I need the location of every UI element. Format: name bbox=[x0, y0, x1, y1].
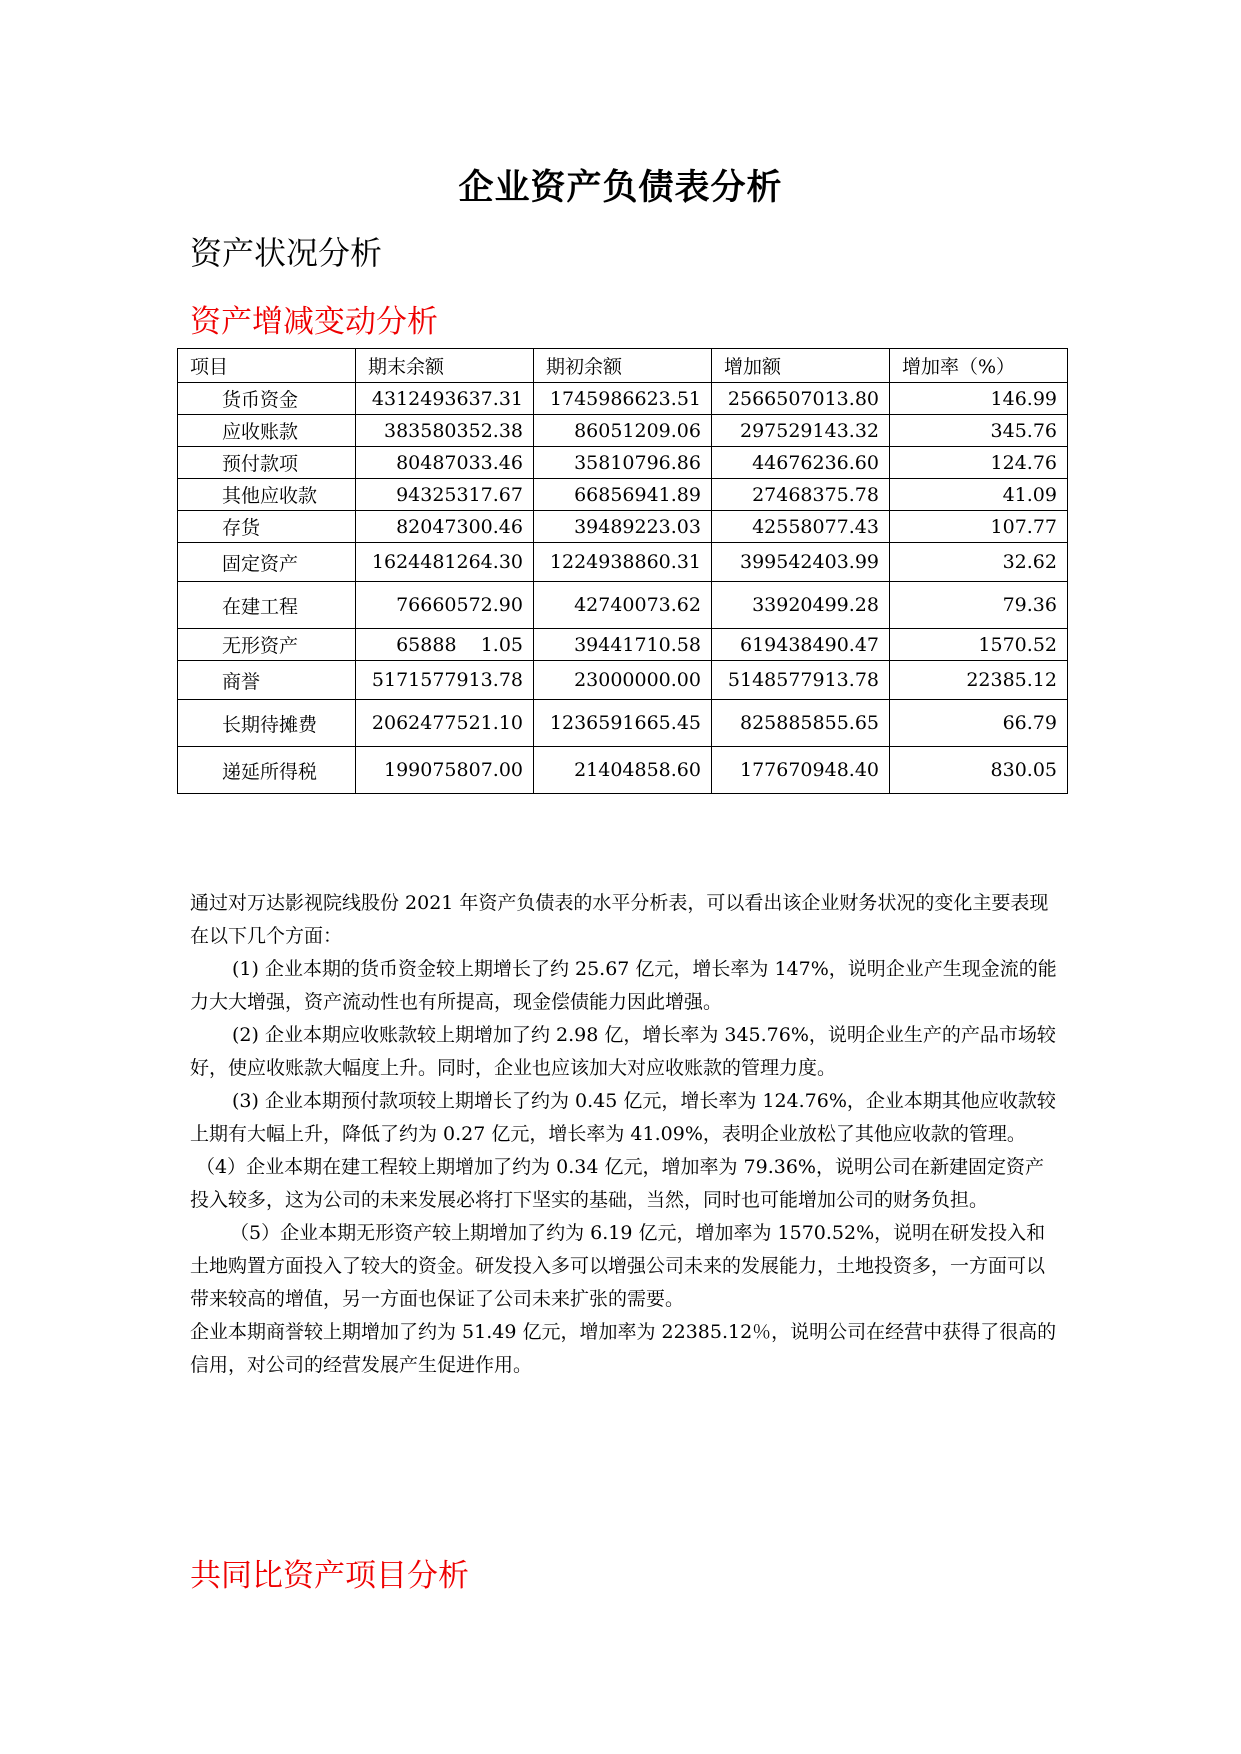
rate-cell: 79.36 bbox=[890, 582, 1068, 629]
section-heading: 资产状况分析 bbox=[190, 234, 383, 272]
begin-balance-cell: 1745986623.51 bbox=[534, 383, 712, 415]
increase-cell: 399542403.99 bbox=[712, 543, 890, 582]
rate-cell: 1570.52 bbox=[890, 629, 1068, 661]
paragraph-6: 企业本期商誉较上期增加了约为 51.49 亿元，增加率为 22385.12％，说明公司在经营中获得了很高的信用，对公司的经营发展产生促进作用。 bbox=[190, 1321, 1057, 1376]
increase-cell: 44676236.60 bbox=[712, 447, 890, 479]
row-name-cell: 长期待摊费 bbox=[178, 700, 356, 747]
begin-balance-cell: 23000000.00 bbox=[534, 661, 712, 700]
increase-cell: 177670948.40 bbox=[712, 747, 890, 794]
increase-cell: 5148577913.78 bbox=[712, 661, 890, 700]
increase-cell: 27468375.78 bbox=[712, 479, 890, 511]
header-item: 项目 bbox=[178, 349, 356, 383]
rate-cell: 66.79 bbox=[890, 700, 1068, 747]
row-name-cell: 商誉 bbox=[178, 661, 356, 700]
begin-balance-cell: 1224938860.31 bbox=[534, 543, 712, 582]
table-row bbox=[178, 447, 1068, 479]
paragraph-4: （4）企业本期在建工程较上期增加了约为 0.34 亿元，增加率为 79.36%，说明公司在新建固定资产投入较多，这为公司的未来发展必将打下坚实的基础，当然，同时也可能增加公司的财务负担。 bbox=[190, 1156, 1044, 1211]
row-name-cell: 固定资产 bbox=[178, 543, 356, 582]
table-row bbox=[178, 747, 1068, 794]
increase-cell: 33920499.28 bbox=[712, 582, 890, 629]
end-balance-cell: 4312493637.31 bbox=[356, 383, 534, 415]
begin-balance-cell: 66856941.89 bbox=[534, 479, 712, 511]
table-row bbox=[178, 661, 1068, 700]
intro-paragraph: 通过对万达影视院线股份 2021 年资产负债表的水平分析表，可以看出该企业财务状况的变化主要表现在以下几个方面： bbox=[190, 892, 1049, 947]
header-increase: 增加额 bbox=[712, 349, 890, 383]
rate-cell: 830.05 bbox=[890, 747, 1068, 794]
end-balance-cell: 94325317.67 bbox=[356, 479, 534, 511]
row-name-cell: 预付款项 bbox=[178, 447, 356, 479]
end-balance-cell: 80487033.46 bbox=[356, 447, 534, 479]
table-row bbox=[178, 582, 1068, 629]
header-end-balance: 期末余额 bbox=[356, 349, 534, 383]
increase-cell: 2566507013.80 bbox=[712, 383, 890, 415]
table-row bbox=[178, 629, 1068, 661]
document-title: 企业资产负债表分析 bbox=[458, 168, 783, 208]
row-name-cell: 在建工程 bbox=[178, 582, 356, 629]
rate-cell: 124.76 bbox=[890, 447, 1068, 479]
rate-cell: 107.77 bbox=[890, 511, 1068, 543]
paragraph-3: (3) 企业本期预付款项较上期增长了约为 0.45 亿元，增长率为 124.76%，企业本期其他应收款较上期有大幅上升，降低了约为 0.27 亿元，增长率为 41.09%，表明企业放松了其他应收款的管理。 bbox=[190, 1090, 1056, 1145]
table-header-row bbox=[178, 349, 1068, 383]
end-balance-cell: 82047300.46 bbox=[356, 511, 534, 543]
row-name-cell: 无形资产 bbox=[178, 629, 356, 661]
next-section-heading: 共同比资产项目分析 bbox=[190, 1558, 469, 1594]
rate-cell: 41.09 bbox=[890, 479, 1068, 511]
begin-balance-cell: 86051209.06 bbox=[534, 415, 712, 447]
end-balance-cell: 5171577913.78 bbox=[356, 661, 534, 700]
increase-cell: 619438490.47 bbox=[712, 629, 890, 661]
analysis-text bbox=[190, 887, 1060, 1382]
end-balance-cell: 199075807.00 bbox=[356, 747, 534, 794]
paragraph-2: (2) 企业本期应收账款较上期增加了约 2.98 亿，增长率为 345.76%，说明企业生产的产品市场较好，使应收账款大幅度上升。同时，企业也应该加大对应收账款的管理力度。 bbox=[190, 1024, 1056, 1079]
row-name-cell: 货币资金 bbox=[178, 383, 356, 415]
table-row bbox=[178, 383, 1068, 415]
end-balance-cell: 1624481264.30 bbox=[356, 543, 534, 582]
row-name-cell: 存货 bbox=[178, 511, 356, 543]
begin-balance-cell: 39441710.58 bbox=[534, 629, 712, 661]
table-row bbox=[178, 543, 1068, 582]
begin-balance-cell: 1236591665.45 bbox=[534, 700, 712, 747]
rate-cell: 345.76 bbox=[890, 415, 1068, 447]
table-row bbox=[178, 700, 1068, 747]
table-row bbox=[178, 415, 1068, 447]
paragraph-1: (1) 企业本期的货币资金较上期增长了约 25.67 亿元，增长率为 147%，说明企业产生现金流的能力大大增强，资产流动性也有所提高，现金偿债能力因此增强。 bbox=[190, 958, 1057, 1013]
row-name-cell: 其他应收款 bbox=[178, 479, 356, 511]
header-begin-balance: 期初余额 bbox=[534, 349, 712, 383]
row-name-cell: 递延所得税 bbox=[178, 747, 356, 794]
rate-cell: 32.62 bbox=[890, 543, 1068, 582]
begin-balance-cell: 42740073.62 bbox=[534, 582, 712, 629]
asset-change-table bbox=[177, 348, 1068, 794]
begin-balance-cell: 35810796.86 bbox=[534, 447, 712, 479]
increase-cell: 42558077.43 bbox=[712, 511, 890, 543]
end-balance-cell: 65888 1.05 bbox=[356, 629, 534, 661]
increase-cell: 825885855.65 bbox=[712, 700, 890, 747]
end-balance-cell: 2062477521.10 bbox=[356, 700, 534, 747]
rate-cell: 146.99 bbox=[890, 383, 1068, 415]
paragraph-5: （5）企业本期无形资产较上期增加了约为 6.19 亿元，增加率为 1570.52%，说明在研发投入和土地购置方面投入了较大的资金。研发投入多可以增强公司未来的发展能力，土地投资多，一方面可以带来较高的增值，另一方面也保证了公司未来扩张的需要。 bbox=[190, 1222, 1046, 1310]
subsection-heading: 资产增减变动分析 bbox=[190, 304, 438, 340]
begin-balance-cell: 21404858.60 bbox=[534, 747, 712, 794]
row-name-cell: 应收账款 bbox=[178, 415, 356, 447]
header-rate: 增加率（%） bbox=[890, 349, 1068, 383]
rate-cell: 22385.12 bbox=[890, 661, 1068, 700]
increase-cell: 297529143.32 bbox=[712, 415, 890, 447]
begin-balance-cell: 39489223.03 bbox=[534, 511, 712, 543]
table-row bbox=[178, 479, 1068, 511]
end-balance-cell: 76660572.90 bbox=[356, 582, 534, 629]
end-balance-cell: 383580352.38 bbox=[356, 415, 534, 447]
table-row bbox=[178, 511, 1068, 543]
